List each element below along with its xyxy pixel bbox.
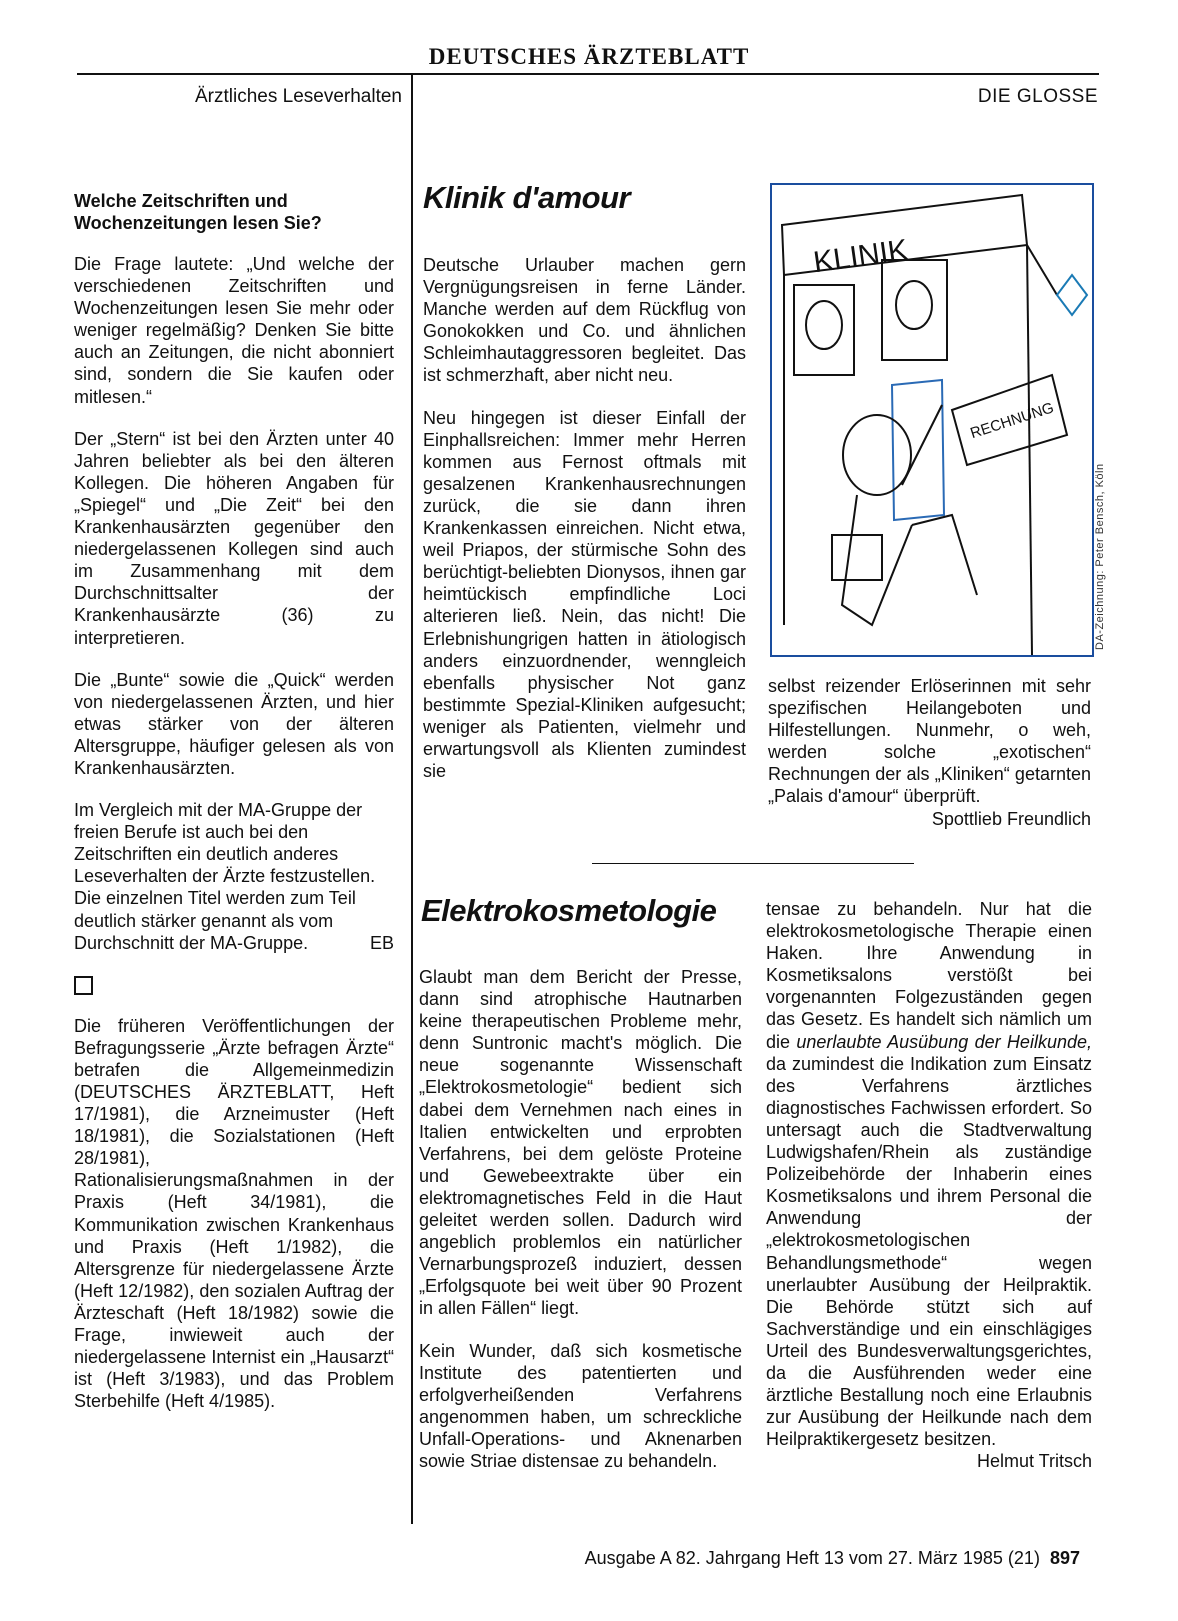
cartoon-sign-text: KLINIK [811,233,911,280]
cartoon-illustration [770,183,1094,657]
paragraph-with-signature [74,799,394,954]
article-body [423,254,746,782]
paragraph: selbst reizender Erlöserinnen mit sehr spezifischen Heilangeboten und Hilfestellungen. Nunmehr, o weh, werden solche „exotischen“ Rechnungen der als „Kliniken“ getarnten „Palais d'amour“ überprüft. [768,676,1091,807]
paragraph: Die Frage lautete: „Und welche der verschiedenen Zeitschriften und Wochenzeitungen lesen Sie mehr oder weniger regelmäßig? Denken Sie bitte auch an Zeitungen, die nicht abonniert sind, sondern die Sie kaufen oder mitlesen.“ [74,254,394,407]
end-box-icon [74,976,93,995]
author-signature: Spottlieb Freundlich [931,808,1091,829]
article-continuation [768,675,1091,830]
cartoon-credit-text: DA-Zeichnung: Peter Bensch, Köln [1094,463,1106,650]
cartoon-credit [1094,400,1112,650]
paragraph: Die „Bunte“ sowie die „Quick“ werden von niedergelassenen Ärzten, und hier etwas stärker von der älteren Altersgruppe, häufiger gelesen als von Krankenhausärzten. [74,669,394,778]
paragraph: Neu hingegen ist dieser Einfall der Einphallsreichen: Immer mehr Herren kommen aus Fernost oftmals mit gesalzenen Krankenhausrechnungen zurück, die sie dann ihren Krankenkassen einreichen. Nicht etwa, weil Priapos, der stürmische Sohn des berüchtigt-beliebten Dionysos, ihnen gar heimtückisch empfindliche Loci alterieren ließ. Nein, das nicht! Die Erlebnishungrigen hatten in ätiologisch anders einzuordnender, wenngleich ebenfalls physischer Not ganz bestimmte Spezial-Kliniken aufgesucht; weniger als Patienten, vielmehr und erwartungsvoll als Klienten zumindest sie [423,407,746,782]
article-title: Elektrokosmetologie [421,893,717,928]
article-title: Klinik d'amour [423,180,631,215]
article-body [419,966,742,1472]
text-run: da zumindest die Indikation zum Einsatz des Verfahrens ärztliches diagnostisches Fachwissen erfordert. So untersagt auch die Stadtverwaltung Ludwigshafen/Rhein als zuständige Polizeibehörde der Inhaberin eines Kosmetiksalons und ihrem Personal die Anwendung der „elektrokosmetologischen Behandlungsmethode“ wegen unerlaubter Ausübung der Heilpraktik. Die Behörde stützt sich auf Sachverständige und ein einschlägiges Urteil des Bundesverwaltungsgerichtes, da die Ausführenden weder eine ärztliche Bestallung noch eine Erlaubnis zur Ausübung der Heilkunde nach dem Heilpraktikergesetz besitzen. [766,1053,1092,1450]
paragraph [766,898,1092,1450]
article-divider [592,863,914,864]
paragraph: Kein Wunder, daß sich kosmetische Institute des patentierten und erfolgverheißenden Verfahrens angenommen haben, um schreckliche Unfall-Operations- und Aknenarben sowie Striae distensae zu behandeln. [419,1340,742,1471]
paragraph: Der „Stern“ ist bei den Ärzten unter 40 Jahren beliebter als bei den älteren Kollegen. Die höheren Angaben für „Spiegel“ und „Die Zeit“ bei den Krankenhausärzten gegenüber den niedergelassenen Kollegen sind auch im Zusammenhang mit dem Durchschnittsalter der Krankenhausärzte (36) zu interpretieren. [74,428,394,648]
text-run: tensae zu behandeln. Nur hat die elektrokosmetologische Therapie einen Haken. Ihre Anwendung in Kosmetiksalons verstößt bei vorgenannten Folgezuständen gegen das Gesetz. Es handelt sich nämlich um die [766,899,1092,1052]
section-label-left: Ärztliches Leseverhalten [195,86,402,107]
paragraph: Im Vergleich mit der MA-Gruppe der freien Berufe ist auch bei den Zeitschriften ein deutlich anderes Leseverhalten der Ärzte festzustellen. Die einzelnen Titel werden zum Teil deutlich stärker genannt als vom Durchschnitt der MA-Gruppe. [74,800,376,953]
left-column [74,190,394,1412]
cartoon-bill-text: RECHNUNG [968,399,1056,443]
section-label-right: DIE GLOSSE [977,86,1098,107]
question-heading-line-1: Welche Zeitschriften und [74,191,288,211]
page-number: 897 [1049,1548,1080,1568]
signature: EB [369,932,394,953]
header-rule [77,73,1099,75]
column-rule [411,74,413,1524]
paragraph: Glaubt man dem Bericht der Presse, dann sind atrophische Hautnarben keine therapeutischen Probleme mehr, denn Suntronic macht's möglich. Die neue sogenannte Wissenschaft „Elektrokosmetologie“ bedient sich dabei dem Vernehmen nach eines in Italien entwickelten und erprobten Verfahrens, bei dem gelöste Proteine und Gewebeextrakte über ein elektromagnetisches Feld in die Haut geleitet werden sollen. Dadurch wird angeblich problemlos ein natürlicher Vernarbungsprozeß induziert, dessen „Erfolgsquote bei weit über 90 Prozent in allen Fällen“ liegt. [419,967,742,1319]
author-signature: Helmut Tritsch [976,1451,1092,1472]
footer [500,1548,1080,1569]
masthead: DEUTSCHES ÄRZTEBLATT [428,44,750,69]
paragraph: Deutsche Urlauber machen gern Vergnügungsreisen in ferne Länder. Manche werden auf dem Rückflug von Gonokokken und Co. und ähnlichen Schleimhautaggressoren begleitet. Das ist schmerzhaft, aber nicht neu. [423,255,746,386]
edition-info: Ausgabe A 82. Jahrgang Heft 13 vom 27. März 1985 (21) [584,1548,1040,1568]
question-heading [74,190,394,234]
article-continuation [766,898,1092,1472]
question-heading-line-2: Wochenzeitungen lesen Sie? [74,213,322,233]
cartoon-drawing [772,185,1092,655]
emphasis-text: unerlaubte Ausübung der Heilkunde, [796,1031,1092,1052]
paragraph: Die früheren Veröffentlichungen der Befragungsserie „Ärzte befragen Ärzte“ betrafen die Allgemeinmedizin (DEUTSCHES ÄRZTEBLATT, Heft 17/1981), die Arzneimuster (Heft 18/1981), die Sozialstationen (Heft 28/1981), Rationalisierungsmaßnahmen in der Praxis (Heft 34/1981), die Kommunikation zwischen Krankenhaus und Praxis (Heft 1/1982), die Altersgrenze für niedergelassene Ärzte (Heft 12/1982), den sozialen Auftrag der Ärzteschaft (Heft 18/1982) sowie die Frage, inwieweit auch der niedergelassene Internist ein „Hausarzt“ ist (Heft 3/1983), und das Problem Sterbehilfe (Heft 4/1985). [74,1015,394,1412]
